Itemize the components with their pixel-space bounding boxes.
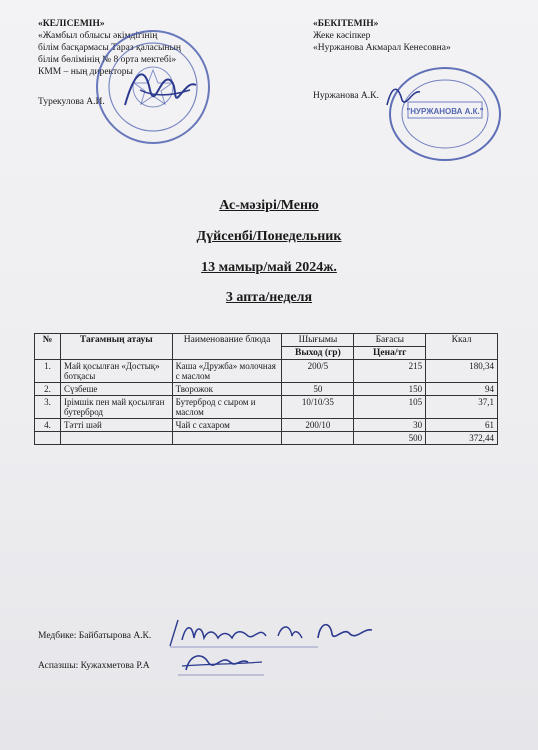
row-name-kz: Май қосылған «Достық» ботқасы xyxy=(60,360,172,383)
menu-title: Ас-мәзірі/Меню xyxy=(219,198,319,213)
row-price: 150 xyxy=(354,383,426,396)
row-kcal: 37,1 xyxy=(426,396,498,419)
total-price: 500 xyxy=(354,432,426,445)
row-name-ru: Творожок xyxy=(172,383,282,396)
table-total-row xyxy=(35,432,498,445)
approval-left-header: «КЕЛІСЕМІН» xyxy=(38,19,105,29)
row-name-kz: Сүзбеше xyxy=(60,383,172,396)
total-kcal: 372,44 xyxy=(426,432,498,445)
row-price: 30 xyxy=(354,419,426,432)
entrepreneur-signature-icon xyxy=(384,80,424,110)
row-price: 215 xyxy=(354,360,426,383)
total-empty-3 xyxy=(172,432,282,445)
row-name-kz: Тәтті шәй xyxy=(60,419,172,432)
table-row xyxy=(35,360,498,383)
approval-left-line-2: білім басқармасы Тараз қаласының xyxy=(38,43,181,53)
approval-right-line-2: «Нуржанова Акмарал Кенесовна» xyxy=(313,43,451,53)
nurse-signature-line xyxy=(38,631,151,641)
total-empty-1 xyxy=(35,432,61,445)
table-row xyxy=(35,419,498,432)
row-kcal: 94 xyxy=(426,383,498,396)
header-yield-kz: Шығымы xyxy=(282,334,354,347)
row-yield: 200/10 xyxy=(282,419,354,432)
header-num: № xyxy=(35,334,61,360)
header-name-ru: Наименование блюда xyxy=(172,334,282,360)
menu-week: 3 апта/неделя xyxy=(225,290,313,305)
approval-left-line-3: білім бөлімінің № 8 орта мектебі» xyxy=(38,55,177,65)
table-row xyxy=(35,396,498,419)
total-empty-2 xyxy=(60,432,172,445)
approval-left-signer: Турекулова А.И. xyxy=(38,97,105,107)
stamp-text: "НУРЖАНОВА А.К." xyxy=(406,107,484,116)
menu-date: 13 мамыр/май 2024ж. xyxy=(201,260,337,275)
row-kcal: 61 xyxy=(426,419,498,432)
approval-left-line-4: КММ – ның директоры xyxy=(38,67,133,77)
approval-right-header: «БЕКІТЕМІН» xyxy=(313,19,379,29)
row-yield: 50 xyxy=(282,383,354,396)
table-row xyxy=(35,383,498,396)
cook-signature-icon xyxy=(178,648,268,678)
header-price-ru: Цена/тг xyxy=(354,347,426,360)
header-name-kz: Тағамның атауы xyxy=(60,334,172,360)
row-num: 3. xyxy=(35,396,61,419)
total-empty-4 xyxy=(282,432,354,445)
approval-right-line-1: Жеке кәсіпкер xyxy=(313,31,371,41)
row-name-kz: Ірімшік пен май қосылған бутерброд xyxy=(60,396,172,419)
header-yield-ru: Выход (гр) xyxy=(282,347,354,360)
row-yield: 10/10/35 xyxy=(282,396,354,419)
table-header-row xyxy=(35,334,498,347)
cook-signature-line xyxy=(38,661,150,671)
nurse-label: Медбике: Байбатырова А.К. xyxy=(38,631,152,641)
nurse-signature-icon xyxy=(168,616,378,650)
approval-left-line-1: «Жамбыл облысы әкімдігінің xyxy=(38,31,158,41)
director-signature-icon xyxy=(120,60,200,120)
cook-label: Аспазшы: Кужахметова Р.А xyxy=(38,661,150,671)
header-price-kz: Бағасы xyxy=(354,334,426,347)
entrepreneur-stamp-icon xyxy=(386,64,504,164)
menu-day: Дүйсенбі/Понедельник xyxy=(196,229,342,244)
row-name-ru: Чай с сахаром xyxy=(172,419,282,432)
row-name-ru: Бутерброд с сыром и маслом xyxy=(172,396,282,419)
approval-right-signer: Нуржанова А.К. xyxy=(313,91,379,101)
menu-table xyxy=(34,333,498,445)
row-num: 4. xyxy=(35,419,61,432)
row-num: 1. xyxy=(35,360,61,383)
row-kcal: 180,34 xyxy=(426,360,498,383)
header-kcal: Ккал xyxy=(426,334,498,360)
row-yield: 200/5 xyxy=(282,360,354,383)
row-price: 105 xyxy=(354,396,426,419)
row-num: 2. xyxy=(35,383,61,396)
row-name-ru: Каша «Дружба» молочная с маслом xyxy=(172,360,282,383)
